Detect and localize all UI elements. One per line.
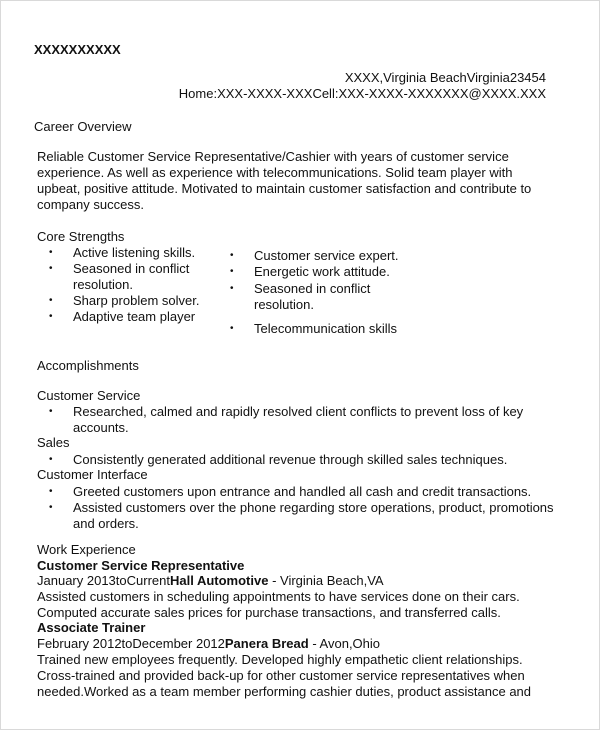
- career-overview-heading: Career Overview: [34, 119, 132, 134]
- bullet-icon: •: [49, 263, 53, 274]
- core-strengths-heading: Core Strengths: [37, 229, 125, 244]
- accomplishment-item: Greeted customers upon entrance and handled all cash and credit transactions.: [73, 484, 532, 499]
- bullet-icon: •: [49, 454, 53, 465]
- overview-line: upbeat, positive attitude. Motivated to maintain customer satisfaction and contribute to: [37, 181, 532, 196]
- address-line: XXXX,Virginia BeachVirginia23454: [344, 70, 546, 85]
- job-description-line: Assisted customers in scheduling appointments to have services done on their cars.: [37, 589, 520, 604]
- job-description-line: needed.Worked as a team member performing cashier duties, product assistance and: [37, 684, 532, 699]
- job-meta-line: [37, 636, 380, 652]
- accomplishment-group-title: Customer Service: [37, 388, 141, 403]
- strength-item: Active listening skills.: [73, 245, 196, 260]
- strength-item: Sharp problem solver.: [73, 293, 200, 308]
- overview-line: Reliable Customer Service Representative/Cashier with years of customer service: [37, 149, 509, 164]
- job-title: Associate Trainer: [37, 620, 146, 635]
- job-location: - Avon,Ohio: [308, 636, 381, 651]
- contact-line: Home:XXX-XXXX-XXXCell:XXX-XXXX-XXXXXXX@XXXX.XXX: [178, 86, 546, 101]
- bullet-icon: •: [49, 486, 53, 497]
- accomplishment-item: Researched, calmed and rapidly resolved client conflicts to prevent loss of key: [73, 404, 524, 419]
- candidate-name: XXXXXXXXXX: [34, 42, 121, 57]
- accomplishment-item: Assisted customers over the phone regarding store operations, product, promotions: [73, 500, 554, 515]
- accomplishment-item-cont: accounts.: [73, 420, 129, 435]
- strength-item: Customer service expert.: [254, 248, 399, 263]
- accomplishment-group-title: Sales: [37, 435, 70, 450]
- job-dates: February 2012toDecember 2012: [37, 636, 225, 651]
- bullet-icon: •: [230, 250, 234, 261]
- strength-item: Telecommunication skills: [254, 321, 398, 336]
- accomplishments-heading: Accomplishments: [37, 358, 139, 373]
- bullet-icon: •: [49, 311, 53, 322]
- strength-item-cont: resolution.: [73, 277, 133, 292]
- strength-item: Energetic work attitude.: [254, 264, 390, 279]
- overview-line: company success.: [37, 197, 144, 212]
- job-meta-line: [37, 573, 384, 589]
- bullet-icon: •: [230, 283, 234, 294]
- job-description-line: Trained new employees frequently. Developed highly empathetic client relationships.: [37, 652, 523, 667]
- job-description-line: Cross-trained and provided back-up for other customer service representatives when: [37, 668, 525, 683]
- bullet-icon: •: [49, 247, 53, 258]
- job-location: - Virginia Beach,VA: [268, 573, 384, 588]
- strength-item: Adaptive team player: [73, 309, 196, 324]
- bullet-icon: •: [230, 266, 234, 277]
- overview-line: experience. As well as experience with telecommunications. Solid team player with: [37, 165, 513, 180]
- work-experience-heading: Work Experience: [37, 542, 136, 557]
- strength-item: Seasoned in conflict: [254, 281, 371, 296]
- strength-item: Seasoned in conflict: [73, 261, 190, 276]
- strength-item-cont: resolution.: [254, 297, 314, 312]
- bullet-icon: •: [230, 323, 234, 334]
- job-title: Customer Service Representative: [37, 558, 245, 573]
- accomplishment-group-title: Customer Interface: [37, 467, 148, 482]
- job-employer: Panera Bread: [224, 636, 309, 651]
- job-employer: Hall Automotive: [169, 573, 269, 588]
- bullet-icon: •: [49, 295, 53, 306]
- bullet-icon: •: [49, 406, 53, 417]
- job-description-line: Computed accurate sales prices for purchase transactions, and transferred calls.: [37, 605, 501, 620]
- job-dates: January 2013toCurrent: [37, 573, 170, 588]
- accomplishment-item: Consistently generated additional revenue through skilled sales techniques.: [73, 452, 508, 467]
- bullet-icon: •: [49, 502, 53, 513]
- accomplishment-item-cont: and orders.: [73, 516, 139, 531]
